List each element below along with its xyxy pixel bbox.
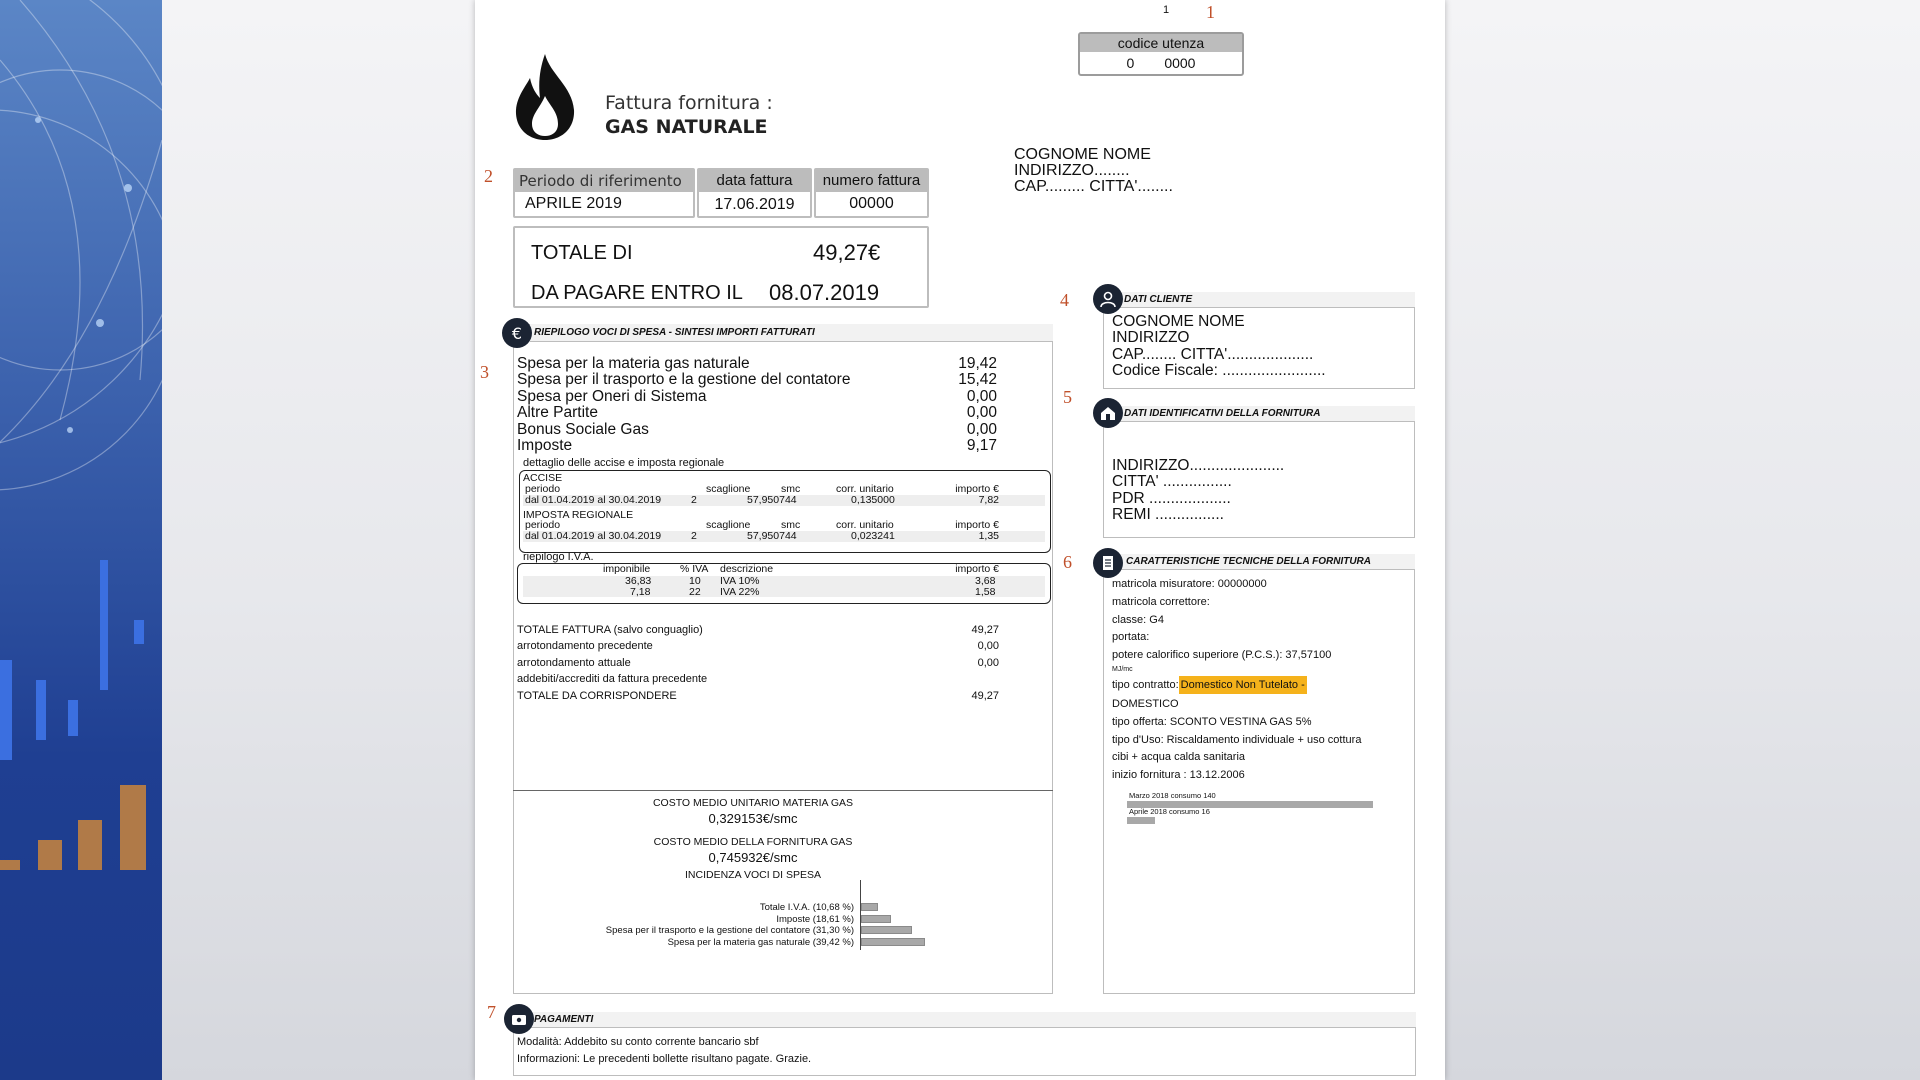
summary-row: arrotondamento precedente 0,00 [517,640,999,653]
tipo-contratto [1112,674,1412,696]
decorative-graphics-icon [0,0,162,1080]
caratteristiche-title: CARATTERISTICHE TECNICHE DELLA FORNITURA [1126,556,1371,567]
recipient-line1: COGNOME NOME [1014,146,1151,163]
riepilogo-item-altre [517,405,997,421]
chart-bar [861,915,891,923]
data-fattura-box [697,168,812,218]
periodo-box [513,168,695,218]
riepilogo-item-oneri [517,389,997,405]
iva-imponibile: 7,18 [630,585,651,598]
iva-descr: IVA 10% [720,575,760,587]
numero-fattura-value: 00000 [849,195,894,212]
dati-fornitura-body [1112,458,1284,524]
accise-h-scaglione: scaglione [706,482,751,495]
item-value: 15,42 [958,371,997,389]
consumo-label: Marzo 2018 consumo 140 [1129,791,1216,800]
numero-fattura-label: numero fattura [816,170,927,192]
classe: classe: G4 [1112,613,1164,626]
regionale-h-corr: corr. unitario [836,519,894,531]
costo-materia-value: 0,329153€/smc [708,811,798,826]
dati-cliente-line3: CAP........ CITTA'.................... [1112,345,1314,363]
iva-descr: IVA 22% [720,585,760,598]
codice-utenza-value-a: 0 [1126,55,1135,71]
pagare-value: 08.07.2019 [769,280,880,305]
data-fattura-label: data fattura [699,170,810,192]
consumi-chart [1127,791,1387,827]
page-number: 1 [1163,4,1170,16]
wallet-icon [504,1004,534,1034]
summary-row: arrotondamento attuale 0,00 [517,656,999,669]
costo-fornitura-value: 0,745932€/smc [708,850,798,865]
regionale-h-periodo: periodo [525,519,561,531]
accise-h-corr: corr. unitario [836,482,894,495]
pcs-unit: MJ/mc [1112,665,1133,673]
dati-cliente-body [1112,314,1326,380]
tipo-uso-2: cibi + acqua calda sanitaria [1112,751,1245,764]
summary-row: addebiti/accrediti da fattura precedente [517,673,708,686]
item-label: Bonus Sociale Gas [517,420,649,438]
marker-2: 2 [484,166,493,186]
accise-corr: 0,135000 [851,493,895,506]
dati-fornitura-title: DATI IDENTIFICATIVI DELLA FORNITURA [1124,408,1321,419]
incidenza-chart [560,880,940,950]
marker-5: 5 [1063,387,1072,407]
accise-table [523,473,999,542]
accise-importo: 7,82 [978,493,999,506]
item-label: Altre Partite [517,404,598,422]
dati-fornitura-line4: REMI ................ [1112,506,1224,524]
pcs: potere calorifico superiore (P.C.S.): 37,57100 [1112,649,1332,662]
iva-perc: 10 [689,575,701,587]
totals-box [513,226,929,308]
iva-row [523,587,1045,598]
accise-title: ACCISE [523,472,563,484]
house-icon [1093,398,1123,428]
accise-h-periodo: periodo [525,482,561,495]
document-icon [1093,548,1123,578]
decorative-side-panel [0,0,162,1080]
riepilogo-header-bar [530,324,1053,342]
chart-bar [861,926,912,934]
accise-h-smc: smc [781,482,801,495]
summary-row: TOTALE DA CORRISPONDERE 49,27 [517,689,999,702]
chart-bar [861,938,925,946]
regionale-h-smc: smc [781,519,801,531]
regionale-corr: 0,023241 [851,530,895,542]
summary-row: TOTALE FATTURA (salvo conguaglio) 49,27 [517,624,999,636]
totale-value: 49,27€ [813,240,881,265]
iva-row [523,576,1045,587]
accise-scaglione: 2 [691,493,697,506]
dati-fornitura-header-bar [1120,406,1415,422]
dati-fornitura-line1: INDIRIZZO...................... [1112,457,1285,474]
summary-table [517,622,999,704]
dati-cliente-line2: INDIRIZZO [1112,329,1190,347]
iva-perc: 22 [689,585,701,598]
riepilogo-item-materia [517,356,997,372]
marker-4: 4 [1060,290,1069,310]
iva-h-descr: descrizione [720,563,774,575]
tipo-offerta: tipo offerta: SCONTO VESTINA GAS 5% [1112,715,1312,728]
pagamenti-body [517,1034,811,1068]
item-label: Spesa per la materia gas naturale [517,355,750,372]
accise-smc: 57,950744 [747,493,797,506]
recipient-address [1014,147,1173,195]
caratteristiche-body [1112,576,1412,785]
codice-utenza-value-b: 0000 [1164,55,1196,71]
chart-bar [861,903,878,911]
iva-h-imponibile: imponibile [603,563,651,575]
regionale-periodo: dal 01.04.2019 al 30.04.2019 [525,530,662,542]
domestico: DOMESTICO [1112,697,1179,710]
chart-category-label: Totale I.V.A. (10,68 %) [759,902,854,913]
item-label: Imposte [517,437,573,455]
item-value: 19,42 [958,355,997,372]
consumo-bar [1127,817,1155,824]
dati-cliente-line1: COGNOME NOME [1112,313,1245,330]
periodo-value: APRILE 2019 [525,195,622,212]
invoice-title-line1: Fattura fornitura : [605,92,773,114]
pagare-label: DA PAGARE ENTRO IL [531,282,743,304]
dati-cliente-title: DATI CLIENTE [1124,294,1193,305]
item-value: 0,00 [966,387,997,405]
iva-h-importo: importo € [955,563,999,575]
chart-category-label: Spesa per la materia gas naturale (39,42 %) [667,936,854,948]
tipo-contratto-label: tipo contratto: [1112,678,1179,691]
matricola-correttore: matricola correttore: [1112,595,1210,608]
user-icon [1093,284,1123,314]
iva-importo: 1,58 [975,585,996,598]
totale-label: TOTALE DI [531,242,633,264]
accise-h-importo: importo € [955,482,999,495]
costo-medio-block [513,797,993,881]
dati-cliente-header-bar [1120,292,1415,308]
data-fattura-value: 17.06.2019 [714,196,795,213]
codice-utenza-box [1078,32,1244,76]
regionale-title: IMPOSTA REGIONALE [523,508,634,521]
inizio-fornitura: inizio fornitura : 13.12.2006 [1112,769,1245,782]
pagamenti-header-bar [530,1012,1416,1028]
item-label: Spesa per Oneri di Sistema [517,387,707,405]
recipient-line2: INDIRIZZO........ [1014,162,1130,179]
costo-fornitura-label: COSTO MEDIO DELLA FORNITURA GAS [653,836,853,848]
item-label: Spesa per il trasporto e la gestione del contatore [517,371,851,389]
iva-table [523,564,999,597]
marker-6: 6 [1063,552,1072,572]
iva-importo: 3,68 [975,575,996,587]
item-value: 0,00 [966,420,997,438]
riepilogo-title: RIEPILOGO VOCI DI SPESA - SINTESI IMPORTI FATTURATI [534,327,815,338]
pagamenti-title: PAGAMENTI [534,1014,594,1025]
chart-category-label: Spesa per il trasporto e la gestione del contatore (31,30 %) [605,925,854,936]
iva-h-perc: % IVA [680,563,709,575]
dati-cliente-line4: Codice Fiscale: ........................ [1112,362,1326,380]
tipo-contratto-value: Domestico Non Tutelato - [1179,676,1307,694]
riepilogo-item-trasporto [517,372,997,388]
item-value: 9,17 [966,437,997,455]
accise-periodo: dal 01.04.2019 al 30.04.2019 [525,493,662,506]
consumo-label: Aprile 2018 consumo 16 [1129,807,1210,816]
riepilogo-item-imposte [517,438,997,454]
iva-imponibile: 36,83 [625,575,652,587]
pagamenti-line2: Informazioni: Le precedenti bollette risultano pagate. Grazie. [517,1053,812,1065]
dati-fornitura-line2: CITTA' ................ [1112,473,1232,491]
dettaglio-label: dettaglio delle accise e imposta regionale [523,457,725,469]
regionale-h-importo: importo € [955,519,999,531]
pagamenti-line1: Modalità: Addebito su conto corrente bancario sbf [517,1036,759,1048]
incidenza-label: INCIDENZA VOCI DI SPESA [685,869,821,881]
recipient-line3: CAP......... CITTA'........ [1014,178,1173,195]
portata: portata: [1112,631,1150,644]
riepilogo-items [517,356,997,454]
chart-category-label: Imposte (18,61 %) [776,913,854,925]
dati-fornitura-line3: PDR ................... [1112,489,1231,507]
riepilogo-item-bonus [517,422,997,438]
codice-utenza-label: codice utenza [1080,34,1242,52]
flame-icon [512,52,578,147]
numero-fattura-box [814,168,929,218]
costo-materia-label: COSTO MEDIO UNITARIO MATERIA GAS [652,797,854,809]
caratteristiche-header-bar [1120,554,1415,570]
periodo-label: Periodo di riferimento [515,170,693,192]
divider [513,790,1053,791]
regionale-scaglione: 2 [691,530,697,542]
euro-icon: € [502,318,532,348]
tipo-uso-1: tipo d'Uso: Riscaldamento individuale + uso cottura [1112,733,1362,746]
marker-1: 1 [1206,2,1215,22]
marker-3: 3 [480,362,489,382]
marker-7: 7 [487,1002,496,1022]
regionale-importo: 1,35 [978,530,999,542]
regionale-smc: 57,950744 [747,530,797,542]
iva-label: riepilogo I.V.A. [523,551,594,563]
item-value: 0,00 [966,404,997,422]
regionale-h-scaglione: scaglione [706,519,751,531]
invoice-title-line2: GAS NATURALE [605,116,768,138]
matricola-misuratore: matricola misuratore: 00000000 [1112,578,1267,590]
